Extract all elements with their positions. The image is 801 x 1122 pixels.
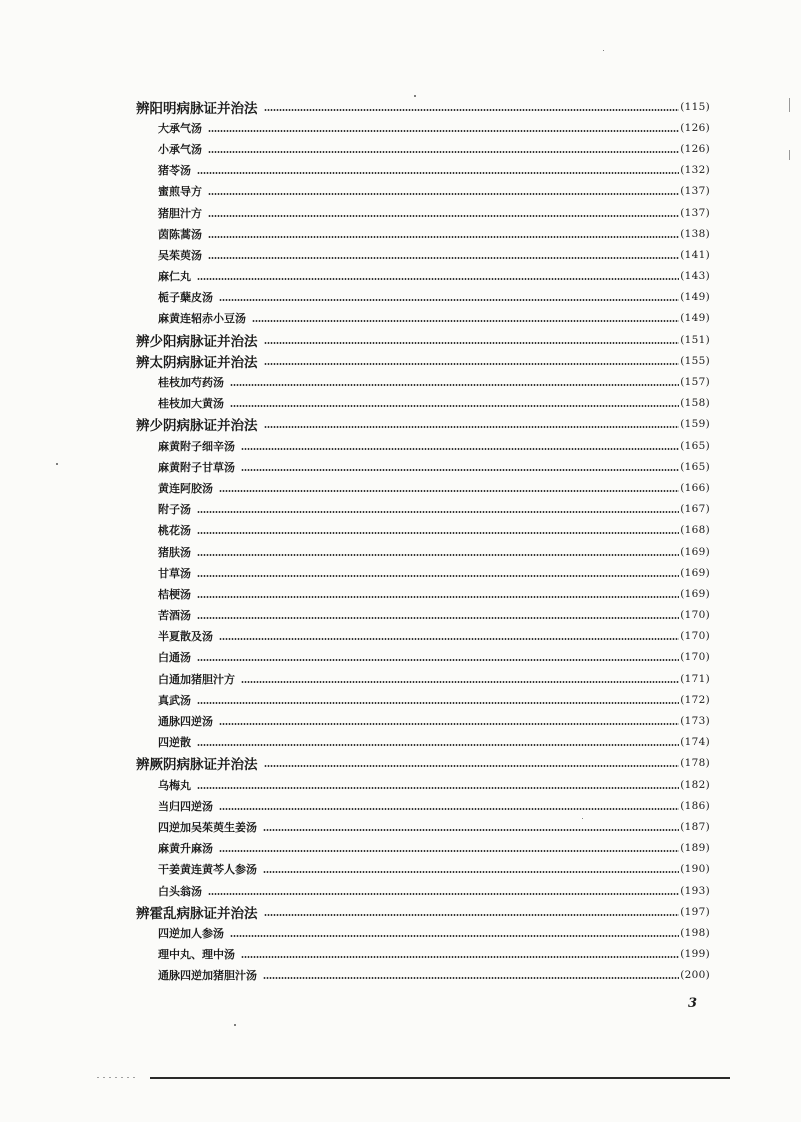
toc-item-row xyxy=(0,732,710,753)
toc-entry-page: (172) xyxy=(680,693,710,706)
toc-entry-title: 猪胆汁方 xyxy=(158,206,202,220)
toc-item-row xyxy=(0,922,710,943)
toc-entry-page: (169) xyxy=(680,566,710,579)
toc-item-row xyxy=(0,117,710,138)
toc-item-row xyxy=(0,499,710,520)
dot-leader xyxy=(264,426,680,428)
toc-item-row xyxy=(0,160,710,181)
dot-leader xyxy=(264,765,680,767)
scan-speck xyxy=(414,95,416,97)
dot-leader xyxy=(219,299,679,301)
toc-entry-page: (186) xyxy=(680,799,710,812)
dot-leader xyxy=(208,236,679,238)
dot-leader xyxy=(219,808,679,810)
toc-item-row xyxy=(0,435,710,456)
dot-leader xyxy=(208,151,679,153)
toc-entry-title: 真武汤 xyxy=(158,693,191,707)
toc-entry-title: 苦酒汤 xyxy=(158,609,191,623)
toc-entry-page: (151) xyxy=(680,333,710,346)
toc-entry-title: 白头翁汤 xyxy=(158,884,202,898)
toc-entry-page: (137) xyxy=(680,185,710,198)
dot-leader xyxy=(264,363,680,365)
toc-entry-page: (174) xyxy=(680,736,710,749)
dot-leader xyxy=(208,130,679,132)
toc-item-row xyxy=(0,583,710,604)
toc-item-row xyxy=(0,965,710,986)
toc-item-row xyxy=(0,244,710,265)
toc-item-row xyxy=(0,562,710,583)
toc-entry-title: 乌梅丸 xyxy=(158,778,191,792)
toc-entry-title: 麻黄附子细辛汤 xyxy=(158,439,235,453)
toc-entry-page: (155) xyxy=(680,354,710,367)
toc-entry-title: 附子汤 xyxy=(158,503,191,517)
toc-entry-title: 辨少阴病脉证并治法 xyxy=(136,418,258,435)
dot-leader xyxy=(208,215,679,217)
dot-leader xyxy=(263,829,679,831)
toc-item-row xyxy=(0,202,710,223)
page-number: 3 xyxy=(688,996,698,1011)
toc-entry-page: (126) xyxy=(680,142,710,155)
toc-entry-page: (197) xyxy=(680,905,710,918)
toc-entry-title: 大承气汤 xyxy=(158,121,202,135)
toc-section-row xyxy=(0,414,710,435)
toc-entry-title: 麻黄连轺赤小豆汤 xyxy=(158,312,246,326)
toc-entry-page: (149) xyxy=(680,291,710,304)
toc-entry-page: (167) xyxy=(680,503,710,516)
toc-entry-title: 白通加猪胆汁方 xyxy=(158,672,235,686)
dot-leader xyxy=(252,320,679,322)
toc-entry-page: (170) xyxy=(680,651,710,664)
dot-leader xyxy=(241,956,679,958)
toc-entry-title: 麻仁丸 xyxy=(158,270,191,284)
dot-leader xyxy=(219,850,679,852)
toc-entry-title: 通脉四逆加猪胆汁汤 xyxy=(158,969,257,983)
scan-speck xyxy=(56,463,58,465)
toc-entry-title: 蜜煎导方 xyxy=(158,185,202,199)
scan-edge-mark xyxy=(789,98,790,112)
toc-entry-title: 当归四逆汤 xyxy=(158,799,213,813)
toc-entry-page: (182) xyxy=(680,778,710,791)
dot-leader xyxy=(197,554,679,556)
toc-entry-page: (190) xyxy=(680,863,710,876)
dot-leader xyxy=(219,723,679,725)
dot-leader xyxy=(197,511,679,513)
toc-entry-title: 麻黄升麻汤 xyxy=(158,842,213,856)
toc-item-row xyxy=(0,944,710,965)
dot-leader xyxy=(208,893,679,895)
toc-item-row xyxy=(0,816,710,837)
toc-item-row xyxy=(0,477,710,498)
toc-section-row xyxy=(0,753,710,774)
toc-entry-title: 干姜黄连黄芩人参汤 xyxy=(158,863,257,877)
toc-entry-title: 辨阳明病脉证并治法 xyxy=(136,100,258,117)
toc-entry-page: (170) xyxy=(680,609,710,622)
scan-speck xyxy=(582,818,583,819)
toc-entry-page: (165) xyxy=(680,439,710,452)
dot-leader xyxy=(264,914,680,916)
toc-entry-title: 辨少阳病脉证并治法 xyxy=(136,333,258,350)
toc-item-row xyxy=(0,287,710,308)
dot-leader xyxy=(197,702,679,704)
dot-leader xyxy=(230,405,679,407)
dot-leader xyxy=(219,490,679,492)
toc-entry-page: (115) xyxy=(680,100,710,113)
toc-entry-page: (199) xyxy=(680,948,710,961)
dot-leader xyxy=(197,278,679,280)
dot-leader xyxy=(197,744,679,746)
dot-leader xyxy=(230,935,679,937)
toc-entry-title: 半夏散及汤 xyxy=(158,630,213,644)
toc-item-row xyxy=(0,838,710,859)
toc-entry-title: 桃花汤 xyxy=(158,524,191,538)
toc-entry-title: 麻黄附子甘草汤 xyxy=(158,460,235,474)
toc-entry-title: 黄连阿胶汤 xyxy=(158,481,213,495)
dot-leader xyxy=(264,342,680,344)
toc-item-row xyxy=(0,626,710,647)
dot-leader xyxy=(197,172,679,174)
toc-item-row xyxy=(0,223,710,244)
toc-entry-page: (143) xyxy=(680,270,710,283)
dot-leader xyxy=(197,617,679,619)
toc-entry-title: 四逆加人参汤 xyxy=(158,926,224,940)
toc-entry-title: 四逆加吴茱萸生姜汤 xyxy=(158,820,257,834)
dot-leader xyxy=(197,787,679,789)
toc-entry-title: 通脉四逆汤 xyxy=(158,715,213,729)
toc-entry-page: (141) xyxy=(680,248,710,261)
toc-item-row xyxy=(0,138,710,159)
toc-item-row xyxy=(0,710,710,731)
toc-entry-page: (137) xyxy=(680,206,710,219)
toc-entry-page: (187) xyxy=(680,820,710,833)
toc-item-row xyxy=(0,393,710,414)
toc-entry-title: 辨厥阴病脉证并治法 xyxy=(136,757,258,774)
dot-leader xyxy=(219,638,679,640)
toc-entry-page: (193) xyxy=(680,884,710,897)
bottom-rule-dotted xyxy=(95,1077,135,1078)
toc-item-row xyxy=(0,859,710,880)
toc-item-row xyxy=(0,647,710,668)
toc-section-row xyxy=(0,96,710,117)
toc-item-row xyxy=(0,520,710,541)
dot-leader xyxy=(230,384,679,386)
dot-leader xyxy=(197,532,679,534)
toc-item-row xyxy=(0,689,710,710)
toc-item-row xyxy=(0,668,710,689)
toc-entry-title: 四逆散 xyxy=(158,736,191,750)
toc-entry-page: (178) xyxy=(680,757,710,770)
toc-item-row xyxy=(0,605,710,626)
toc-entry-title: 甘草汤 xyxy=(158,566,191,580)
dot-leader xyxy=(241,448,679,450)
toc-entry-page: (168) xyxy=(680,524,710,537)
toc-entry-page: (170) xyxy=(680,630,710,643)
toc-section-row xyxy=(0,350,710,371)
toc-entry-page: (165) xyxy=(680,460,710,473)
toc-entry-title: 猪苓汤 xyxy=(158,164,191,178)
toc-item-row xyxy=(0,371,710,392)
toc-item-row xyxy=(0,880,710,901)
toc-item-row xyxy=(0,774,710,795)
toc-entry-page: (169) xyxy=(680,587,710,600)
dot-leader xyxy=(197,596,679,598)
toc-entry-page: (189) xyxy=(680,842,710,855)
toc-item-row xyxy=(0,181,710,202)
toc-entry-title: 茵陈蒿汤 xyxy=(158,227,202,241)
toc-item-row xyxy=(0,308,710,329)
toc-item-row xyxy=(0,456,710,477)
scan-edge-mark xyxy=(789,150,790,160)
dot-leader xyxy=(263,977,679,979)
toc-entry-page: (200) xyxy=(680,969,710,982)
toc-entry-title: 猪肤汤 xyxy=(158,545,191,559)
dot-leader xyxy=(197,575,679,577)
dot-leader xyxy=(208,193,679,195)
bottom-rule xyxy=(150,1077,730,1079)
toc-section-row xyxy=(0,329,710,350)
toc-entry-page: (198) xyxy=(680,926,710,939)
dot-leader xyxy=(241,469,679,471)
toc-entry-title: 小承气汤 xyxy=(158,142,202,156)
toc-entry-page: (157) xyxy=(680,376,710,389)
toc-entry-title: 桂枝加大黄汤 xyxy=(158,397,224,411)
toc-entry-title: 白通汤 xyxy=(158,651,191,665)
toc-entry-title: 辨太阴病脉证并治法 xyxy=(136,354,258,371)
toc-entry-page: (169) xyxy=(680,545,710,558)
toc-entry-page: (171) xyxy=(680,672,710,685)
toc-entry-page: (166) xyxy=(680,481,710,494)
toc-entry-page: (173) xyxy=(680,715,710,728)
toc-entry-page: (159) xyxy=(680,418,710,431)
toc-entry-title: 理中丸、理中汤 xyxy=(158,948,235,962)
toc-item-row xyxy=(0,541,710,562)
dot-leader xyxy=(263,871,679,873)
toc-entry-title: 辨霍乱病脉证并治法 xyxy=(136,905,258,922)
table-of-contents xyxy=(0,96,801,986)
toc-entry-title: 栀子蘖皮汤 xyxy=(158,291,213,305)
dot-leader xyxy=(241,681,679,683)
toc-item-row xyxy=(0,266,710,287)
toc-entry-page: (126) xyxy=(680,121,710,134)
dot-leader xyxy=(197,659,679,661)
dot-leader xyxy=(208,257,679,259)
toc-entry-page: (138) xyxy=(680,227,710,240)
dot-leader xyxy=(264,109,680,111)
scan-speck xyxy=(603,50,604,51)
toc-item-row xyxy=(0,795,710,816)
toc-section-row xyxy=(0,901,710,922)
toc-entry-title: 桔梗汤 xyxy=(158,587,191,601)
scan-speck xyxy=(234,1024,236,1026)
toc-entry-title: 桂枝加芍药汤 xyxy=(158,376,224,390)
toc-entry-page: (158) xyxy=(680,397,710,410)
toc-entry-page: (132) xyxy=(680,164,710,177)
toc-entry-title: 吴茱萸汤 xyxy=(158,248,202,262)
toc-entry-page: (149) xyxy=(680,312,710,325)
